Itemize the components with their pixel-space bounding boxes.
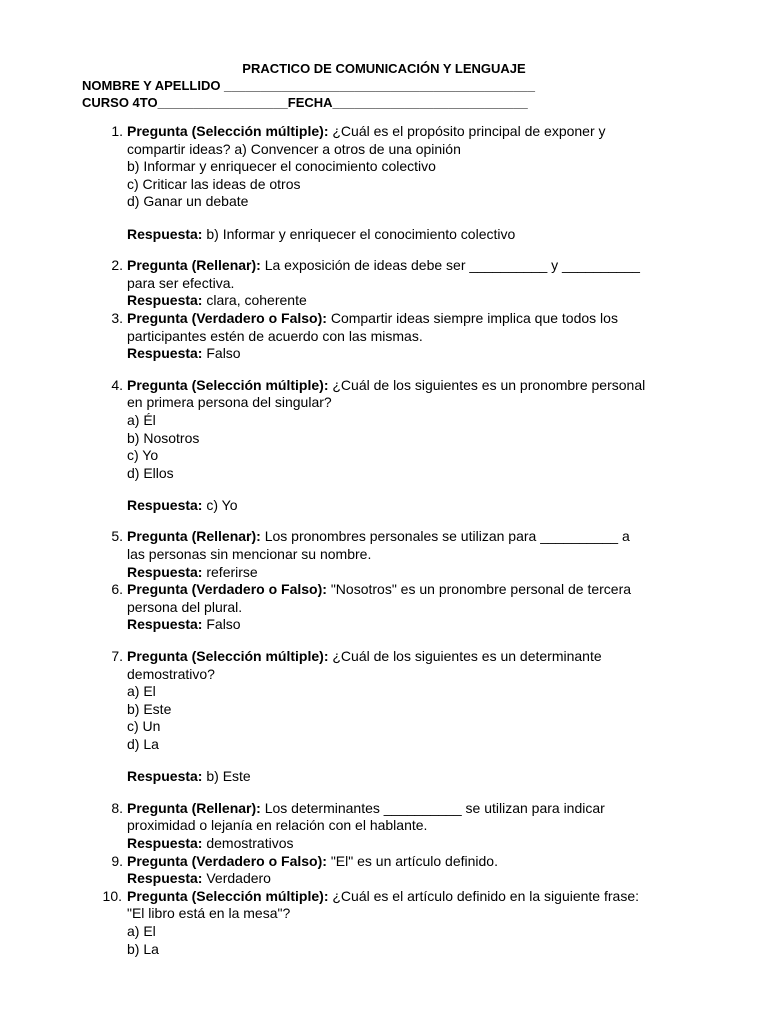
question-item: [102, 887, 687, 958]
question-line: [127, 581, 687, 599]
answer-label: Respuesta:: [127, 345, 203, 362]
document-title: PRACTICO DE COMUNICACIÓN Y LENGUAJE: [242, 61, 526, 76]
question-text: Compartir ideas siempre implica que todos los: [326, 309, 618, 326]
question-type-label: Pregunta (Verdadero o Falso):: [127, 852, 327, 869]
answer-text: clara, coherente: [202, 292, 307, 309]
question-text: Los determinantes __________ se utilizan para indicar: [260, 799, 605, 816]
answer-label: Respuesta:: [127, 768, 203, 785]
question-line: [127, 853, 687, 871]
question-item: [111, 581, 687, 634]
answer-line: [127, 564, 687, 582]
question-item: [111, 799, 687, 853]
answer-line: [127, 616, 687, 634]
question-text-continued: las personas sin mencionar su nombre.: [127, 546, 372, 563]
answer-option: d) Ellos: [127, 464, 174, 481]
name-line: NOMBRE Y APELLIDO ___________________________________________: [82, 78, 535, 93]
answer-label: Respuesta:: [127, 563, 203, 580]
question-type-label: Pregunta (Rellenar):: [127, 799, 261, 816]
answer-text: b) Informar y enriquecer el conocimiento colectivo: [202, 225, 516, 242]
question-number: 3.: [111, 309, 123, 326]
answer-line: [127, 768, 687, 786]
answer-option: d) La: [127, 736, 159, 752]
answer-option: a) El: [127, 683, 156, 700]
answer-line: [127, 345, 687, 363]
answer-option: a) Él: [127, 411, 156, 428]
question-number: 8.: [111, 799, 123, 816]
question-number: 6.: [111, 581, 123, 598]
answer-text: referirse: [202, 563, 258, 580]
question-number: 2.: [111, 257, 123, 274]
question-line: [127, 377, 687, 395]
question-type-label: Pregunta (Verdadero o Falso):: [127, 581, 327, 598]
question-line: [127, 310, 687, 328]
answer-line: [127, 226, 687, 244]
answer-text: b) Este: [202, 768, 251, 785]
answer-option: b) La: [127, 940, 159, 957]
answer-option: c) Yo: [127, 447, 159, 464]
answer-option: a) El: [127, 922, 156, 939]
question-number: 7.: [111, 648, 123, 665]
answer-text: Falso: [202, 345, 241, 362]
question-type-label: Pregunta (Selección múltiple):: [127, 648, 329, 665]
question-item: [111, 852, 687, 888]
answer-option: d) Ganar un debate: [127, 193, 249, 210]
question-line: [127, 123, 687, 141]
question-text-continued: "El libro está en la mesa"?: [127, 905, 291, 922]
answer-option: b) Este: [127, 700, 172, 717]
question-number: 5.: [111, 528, 123, 545]
question-number: 9.: [111, 852, 123, 869]
question-line: [127, 648, 687, 666]
answer-option: c) Criticar las ideas de otros: [127, 175, 301, 192]
answer-line: [127, 870, 687, 888]
answer-line: [127, 835, 687, 853]
question-text: ¿Cuál de los siguientes es un determinante: [328, 648, 602, 665]
question-item: [111, 528, 687, 581]
question-text-continued: persona del plural.: [127, 598, 243, 615]
answer-label: Respuesta:: [127, 834, 203, 851]
question-type-label: Pregunta (Selección múltiple):: [127, 887, 329, 904]
question-text-continued: compartir ideas? a) Convencer a otros de una opinión: [127, 140, 461, 157]
course-date-line: CURSO 4TO__________________FECHA___________________________: [82, 95, 528, 110]
question-line: [127, 800, 687, 818]
answer-line: [127, 497, 687, 515]
answer-label: Respuesta:: [127, 225, 203, 242]
question-number: 10.: [102, 887, 122, 904]
question-text: "El" es un artículo definido.: [326, 852, 498, 869]
question-number: 1.: [111, 123, 123, 139]
question-line: [127, 888, 687, 906]
answer-line: [127, 292, 687, 310]
answer-text: Verdadero: [202, 870, 271, 887]
answer-label: Respuesta:: [127, 616, 203, 633]
answer-text: demostrativos: [202, 834, 294, 851]
question-text-continued: participantes estén de acuerdo con las mismas.: [127, 327, 423, 344]
answer-option: c) Un: [127, 718, 161, 735]
question-text: ¿Cuál es el propósito principal de exponer y: [328, 123, 606, 139]
question-item: [111, 123, 687, 243]
answer-option: b) Nosotros: [127, 429, 200, 446]
question-number: 4.: [111, 376, 123, 393]
question-type-label: Pregunta (Rellenar):: [127, 257, 261, 274]
question-text-continued: demostrativo?: [127, 665, 215, 682]
question-text-continued: en primera persona del singular?: [127, 394, 332, 411]
question-item: [111, 309, 687, 363]
question-text: ¿Cuál es el artículo definido en la siguiente frase:: [328, 887, 639, 904]
question-type-label: Pregunta (Selección múltiple):: [127, 123, 329, 139]
answer-text: c) Yo: [202, 496, 238, 513]
question-type-label: Pregunta (Rellenar):: [127, 528, 261, 545]
question-type-label: Pregunta (Verdadero o Falso):: [127, 309, 327, 326]
question-line: [127, 257, 687, 275]
answer-label: Respuesta:: [127, 870, 203, 887]
question-text-continued: para ser efectiva.: [127, 274, 235, 291]
answer-text: Falso: [202, 616, 241, 633]
question-type-label: Pregunta (Selección múltiple):: [127, 376, 329, 393]
answer-label: Respuesta:: [127, 496, 203, 513]
question-text-continued: proximidad o lejanía en relación con el hablante.: [127, 817, 428, 834]
answer-option: b) Informar y enriquecer el conocimiento colectivo: [127, 158, 436, 175]
question-text: "Nosotros" es un pronombre personal de tercera: [326, 581, 632, 598]
question-text: La exposición de ideas debe ser __________ y __________: [260, 257, 640, 274]
answer-label: Respuesta:: [127, 292, 203, 309]
question-item: [111, 648, 687, 786]
question-list: [0, 123, 768, 958]
question-line: [127, 528, 687, 546]
question-text: ¿Cuál de los siguientes es un pronombre personal: [328, 376, 646, 393]
question-item: [111, 376, 687, 515]
question-text: Los pronombres personales se utilizan para __________ a: [260, 528, 630, 545]
question-item: [111, 257, 687, 310]
